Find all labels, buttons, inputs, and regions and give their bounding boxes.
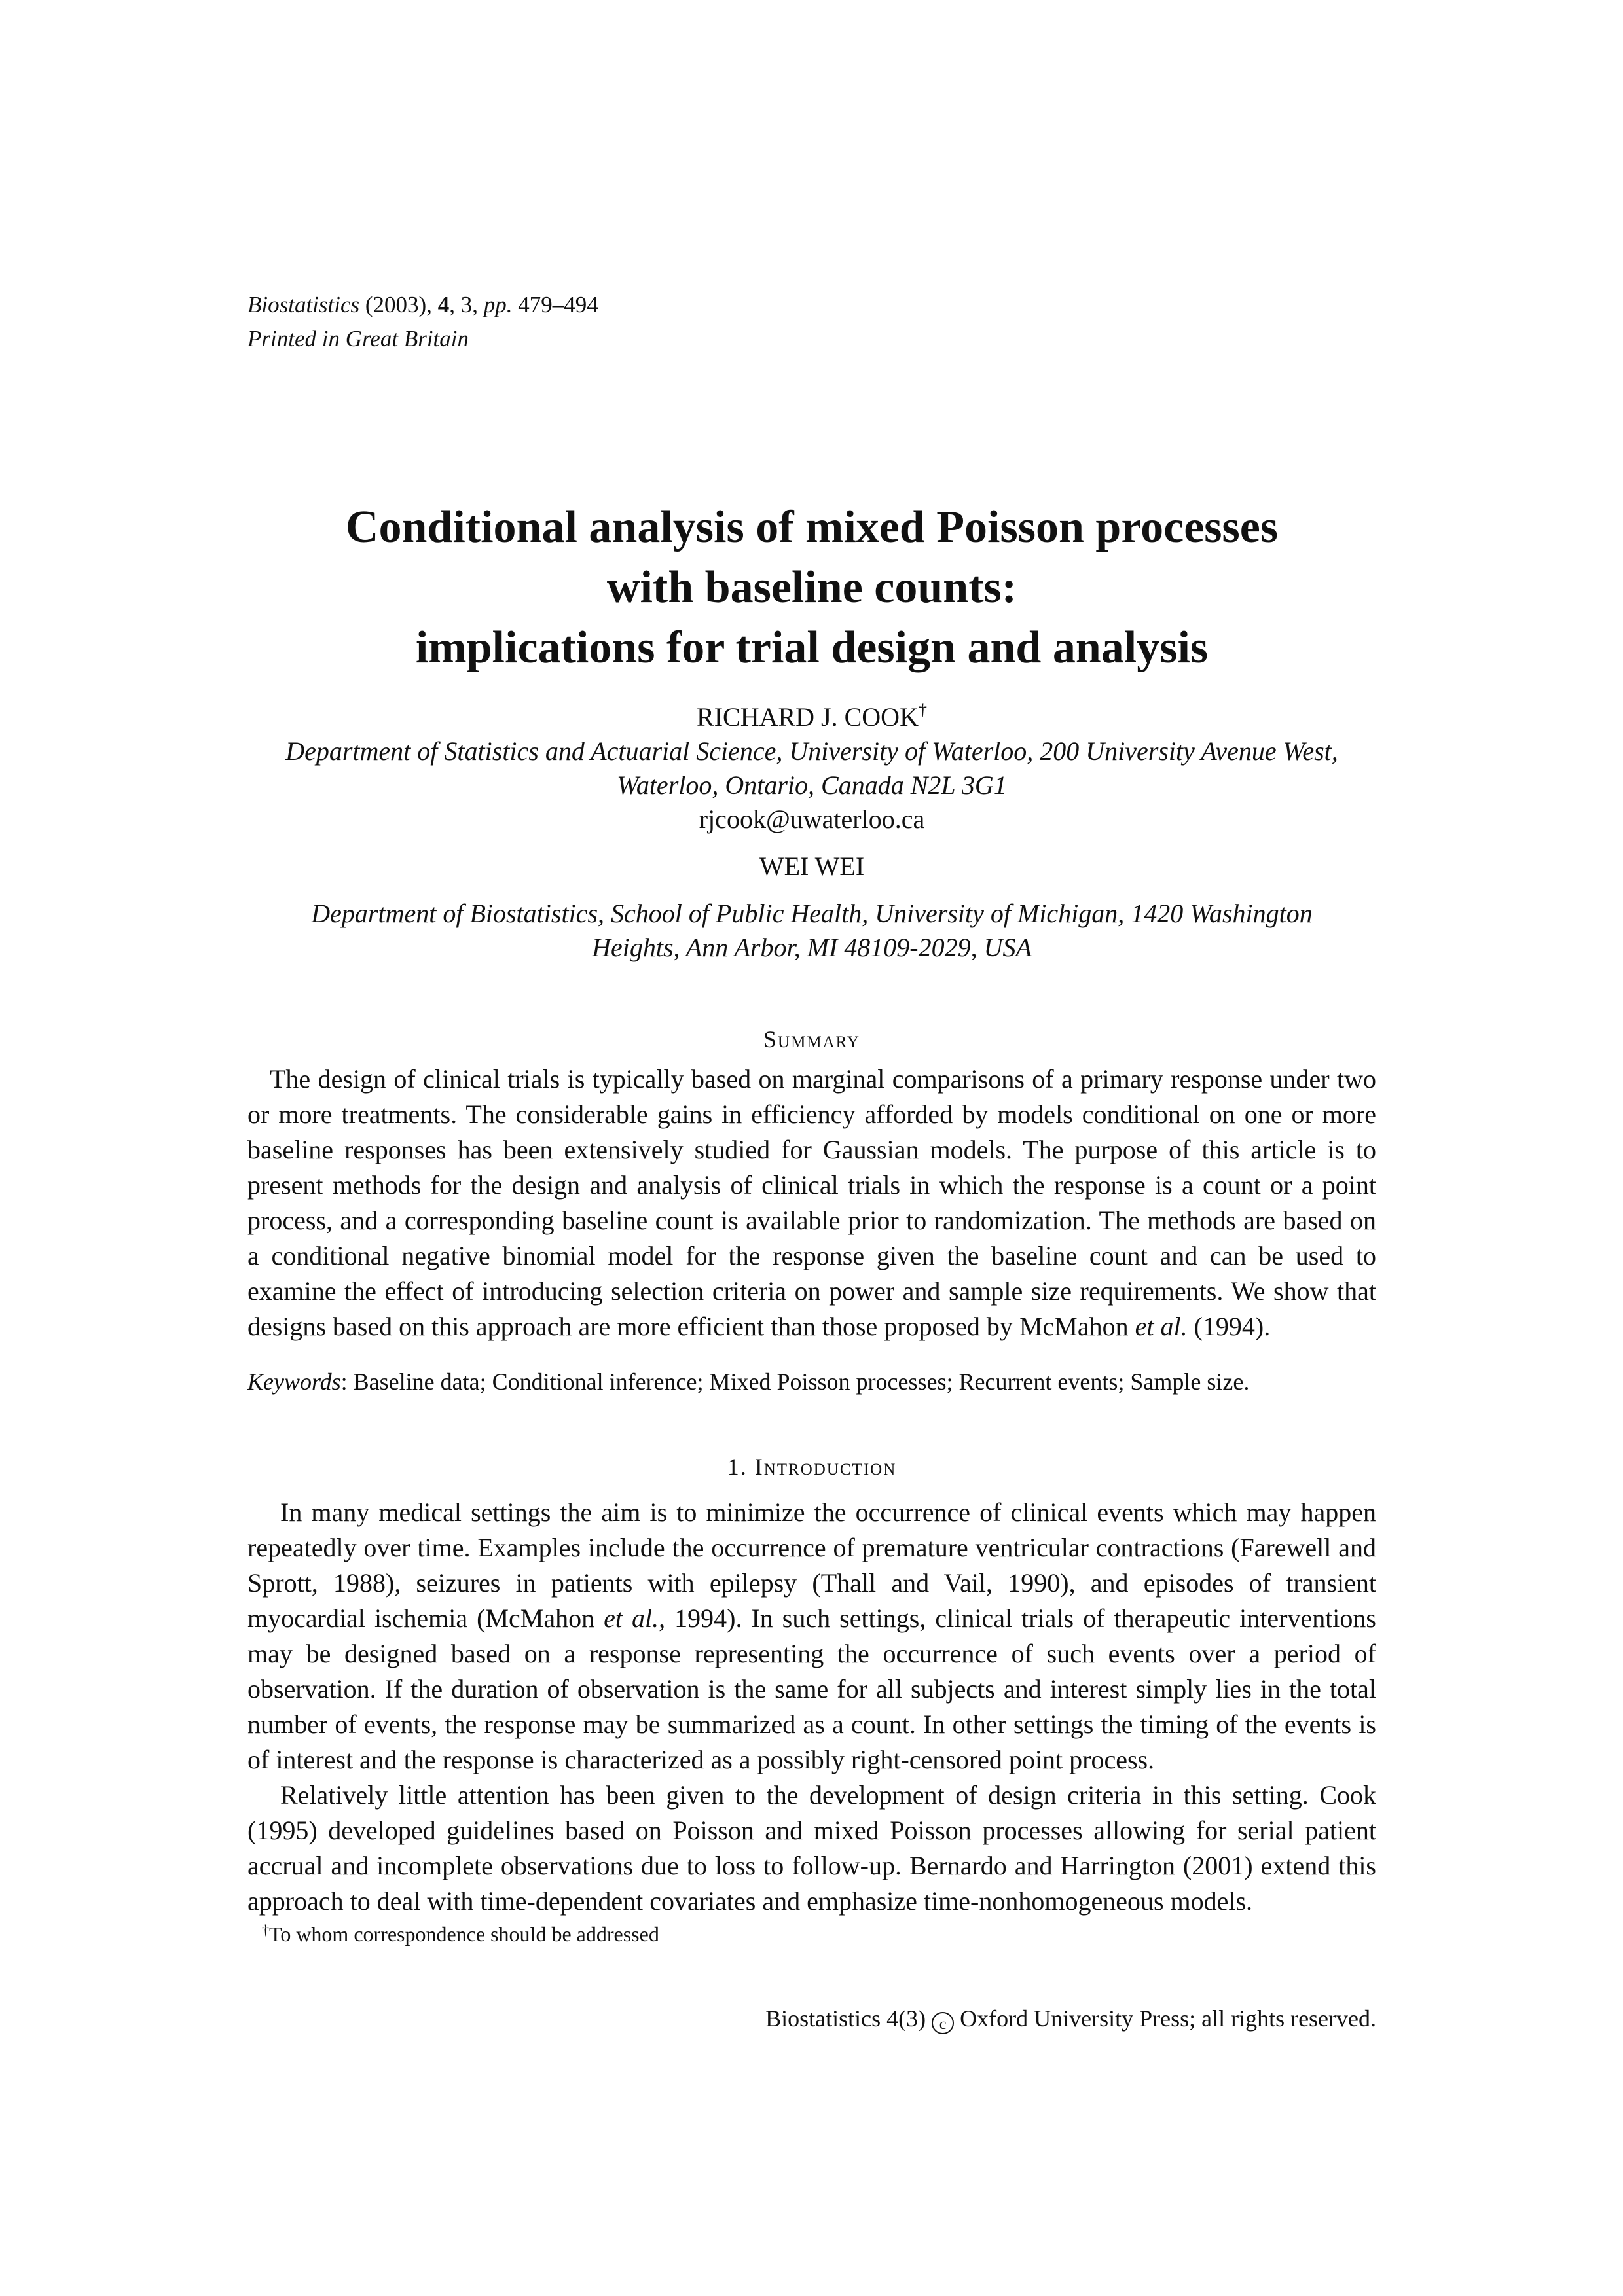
intro-p1-part-a: In many medical settings the aim is to minimize the occurrence of clinical events which may happen repeatedly over time. Examples include the occurrence of premature ventricular contractions (Farewell and Sprott, 1988), seizures in patients with epilepsy (Thall and Vail, 1990), and episodes of transient myocardial ischemia (McMahon bbox=[247, 1498, 1376, 1633]
intro-paragraph-2: Relatively little attention has been given to the development of design criteria in this setting. Cook (1995) developed guidelines based on Poisson and mixed Poisson processes allowing for serial patient accrual and incomplete observations due to loss to follow-up. Bernardo and Harrington (2001) extend this approach to deal with time-dependent covariates and emphasize time-nonhomogeneous models. bbox=[247, 1780, 1376, 1916]
journal-header bbox=[247, 288, 1099, 356]
printed-in: Printed in Great Britain bbox=[247, 326, 469, 351]
keywords bbox=[247, 1365, 1376, 1399]
title-line-1: Conditional analysis of mixed Poisson processes bbox=[345, 502, 1279, 552]
copyright-icon: c bbox=[932, 2012, 954, 2034]
title-line-3: implications for trial design and analysis bbox=[415, 622, 1209, 673]
introduction-body bbox=[247, 1495, 1376, 1919]
author-2-affiliation-line-1: Department of Biostatistics, School of Public Health, University of Michigan, 1420 Washington bbox=[311, 899, 1313, 928]
author-1-name-text: RICHARD J. COOK bbox=[697, 702, 919, 732]
author-1-affiliation-line-1: Department of Statistics and Actuarial Science, University of Waterloo, 200 University Avenue West, bbox=[285, 736, 1338, 766]
author-block bbox=[247, 700, 1376, 965]
copyright-notice bbox=[655, 2001, 1376, 2036]
summary-end: (1994). bbox=[1187, 1312, 1271, 1341]
footnote bbox=[262, 1919, 1244, 1949]
paper-title bbox=[247, 497, 1376, 678]
copyright-journal: Biostatistics 4(3) bbox=[765, 2005, 932, 2032]
journal-pages: 479–494 bbox=[512, 292, 598, 317]
journal-citation bbox=[247, 288, 1099, 322]
journal-issue: , 3, bbox=[449, 292, 484, 317]
journal-pages-label: pp. bbox=[483, 292, 513, 317]
journal-year: (2003), bbox=[365, 292, 438, 317]
title-line-2: with baseline counts: bbox=[606, 562, 1017, 613]
author-name-1 bbox=[247, 700, 1376, 734]
keywords-label: Keywords bbox=[247, 1369, 341, 1395]
keywords-text: : Baseline data; Conditional inference; Mixed Poisson processes; Recurrent events; Sample size. bbox=[340, 1369, 1250, 1395]
author-1-footnote-mark: † bbox=[918, 700, 927, 719]
summary-text bbox=[247, 1062, 1376, 1344]
journal-volume: 4 bbox=[437, 292, 450, 317]
author-name-2: WEI WEI bbox=[759, 852, 865, 881]
intro-paragraph-1 bbox=[247, 1495, 1376, 1778]
introduction-heading: 1. Introduction bbox=[727, 1454, 897, 1480]
intro-p1-etal: et al. bbox=[604, 1604, 659, 1633]
footnote-mark: † bbox=[262, 1922, 269, 1938]
summary-etal: et al. bbox=[1135, 1312, 1188, 1341]
footnote-text: To whom correspondence should be addressed bbox=[269, 1922, 659, 1946]
author-1-affiliation-line-2: Waterloo, Ontario, Canada N2L 3G1 bbox=[617, 770, 1007, 800]
summary-body: The design of clinical trials is typically based on marginal comparisons of a primary response under two or more treatments. The considerable gains in efficiency afforded by models conditional on one or more baseline responses has been extensively studied for Gaussian models. The purpose of this article is to present methods for the design and analysis of clinical trials in which the response is a count or a point process, and a corresponding baseline count is available prior to randomization. The methods are based on a conditional negative binomial model for the response given the baseline count and can be used to examine the effect of introducing selection criteria on power and sample size requirements. We show that designs based on this approach are more efficient than those proposed by McMahon bbox=[247, 1064, 1376, 1341]
author-2-affiliation-line-2: Heights, Ann Arbor, MI 48109-2029, USA bbox=[592, 933, 1032, 962]
author-1-email: rjcook@uwaterloo.ca bbox=[699, 804, 925, 834]
intro-p1-part-b: , 1994). In such settings, clinical trials of therapeutic interventions may be designed based on a response representing the occurrence of such events over a period of observation. If the duration of observation is the same for all subjects and interest simply lies in the total number of events, the response may be summarized as a count. In other settings the timing of the events is of interest and the response is characterized as a possibly right-censored point process. bbox=[247, 1604, 1376, 1774]
copyright-publisher: Oxford University Press; all rights reserved. bbox=[954, 2005, 1376, 2032]
journal-name: Biostatistics bbox=[247, 292, 360, 317]
summary-heading: Summary bbox=[763, 1026, 860, 1052]
